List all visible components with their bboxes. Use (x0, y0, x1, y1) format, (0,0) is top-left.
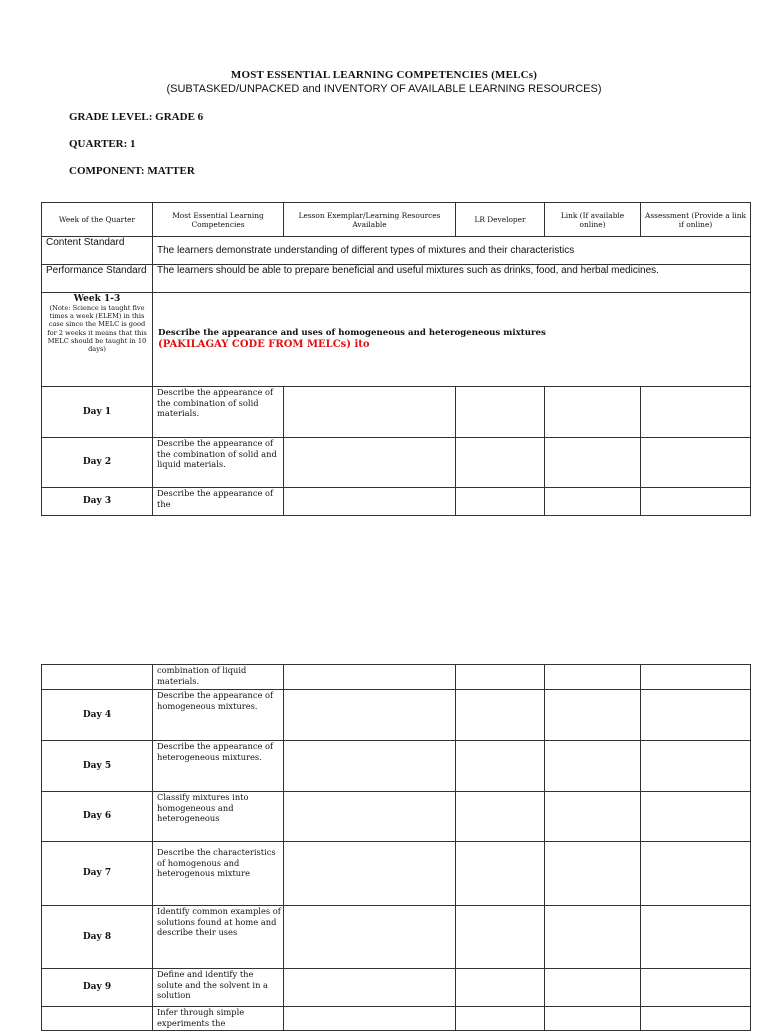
day-label: Day 3 (42, 488, 153, 516)
resources-cell[interactable] (284, 387, 456, 438)
resources-cell[interactable] (284, 842, 456, 906)
day-competency: Describe the appearance of heterogeneous mixtures. (153, 741, 284, 792)
link-cell[interactable] (545, 438, 641, 488)
week-row (42, 293, 751, 387)
assessment-cell[interactable] (641, 665, 751, 690)
assessment-cell[interactable] (641, 741, 751, 792)
day-label: Day 5 (42, 741, 153, 792)
day-label (42, 665, 153, 690)
resources-cell[interactable] (284, 665, 456, 690)
melc-table-page-1 (41, 202, 751, 516)
resources-cell[interactable] (284, 438, 456, 488)
lr-developer-cell[interactable] (456, 1007, 545, 1031)
week-note: (Note: Science is taught five times a week (ELEM) in this case since the MELC is good for 2 weeks it means that this MELC should be taught in 10 days) (47, 304, 147, 354)
lr-developer-cell[interactable] (456, 665, 545, 690)
col-header-resources: Lesson Exemplar/Learning Resources Available (284, 203, 456, 237)
day-competency: Infer through simple experiments the (153, 1007, 284, 1031)
grade-level: GRADE LEVEL: GRADE 6 (69, 111, 204, 123)
link-cell[interactable] (545, 969, 641, 1007)
table-row (42, 741, 751, 792)
day-competency: Classify mixtures into homogeneous and heterogeneous (153, 792, 284, 842)
day-competency: Describe the characteristics of homogenous and heterogenous mixture (153, 842, 284, 906)
link-cell[interactable] (545, 792, 641, 842)
content-standard-text: The learners demonstrate understanding of different types of mixtures and their characteristics (153, 237, 751, 265)
component: COMPONENT: MATTER (69, 165, 195, 177)
resources-cell[interactable] (284, 1007, 456, 1031)
day-label: Day 4 (42, 690, 153, 741)
link-cell[interactable] (545, 741, 641, 792)
resources-cell[interactable] (284, 741, 456, 792)
document-title: MOST ESSENTIAL LEARNING COMPETENCIES (MELCs) (230, 69, 538, 81)
day-competency: Identify common examples of solutions found at home and describe their uses (153, 906, 284, 969)
week-competency-cell (153, 293, 751, 387)
resources-cell[interactable] (284, 792, 456, 842)
table-header-row (42, 203, 751, 237)
table-row (42, 842, 751, 906)
content-standard-label: Content Standard (42, 237, 153, 265)
day-competency: combination of liquid materials. (153, 665, 284, 690)
assessment-cell[interactable] (641, 488, 751, 516)
day-competency: Define and identify the solute and the solvent in a solution (153, 969, 284, 1007)
day-label: Day 1 (42, 387, 153, 438)
assessment-cell[interactable] (641, 792, 751, 842)
performance-standard-label: Performance Standard (42, 265, 153, 293)
table-row (42, 488, 751, 516)
resources-cell[interactable] (284, 488, 456, 516)
assessment-cell[interactable] (641, 969, 751, 1007)
assessment-cell[interactable] (641, 906, 751, 969)
assessment-cell[interactable] (641, 842, 751, 906)
table-row (42, 387, 751, 438)
table-row (42, 438, 751, 488)
col-header-lr-developer: LR Developer (456, 203, 545, 237)
table-row (42, 665, 751, 690)
lr-developer-cell[interactable] (456, 690, 545, 741)
day-label: Day 2 (42, 438, 153, 488)
day-label (42, 1007, 153, 1031)
table-row (42, 906, 751, 969)
day-label: Day 7 (42, 842, 153, 906)
link-cell[interactable] (545, 387, 641, 438)
col-header-link: Link (If available online) (545, 203, 641, 237)
table-row (42, 690, 751, 741)
lr-developer-cell[interactable] (456, 488, 545, 516)
melc-table-page-2 (41, 664, 751, 1031)
performance-standard-text: The learners should be able to prepare beneficial and useful mixtures such as drinks, food, and herbal medicines. (153, 265, 751, 293)
assessment-cell[interactable] (641, 387, 751, 438)
lr-developer-cell[interactable] (456, 438, 545, 488)
day-label: Day 9 (42, 969, 153, 1007)
day-competency: Describe the appearance of homogeneous mixtures. (153, 690, 284, 741)
resources-cell[interactable] (284, 690, 456, 741)
link-cell[interactable] (545, 906, 641, 969)
day-label: Day 6 (42, 792, 153, 842)
performance-standard-row (42, 265, 751, 293)
col-header-week: Week of the Quarter (42, 203, 153, 237)
lr-developer-cell[interactable] (456, 906, 545, 969)
col-header-assessment: Assessment (Provide a link if online) (641, 203, 751, 237)
day-label: Day 8 (42, 906, 153, 969)
day-competency: Describe the appearance of the combination of solid and liquid materials. (153, 438, 284, 488)
col-header-competencies: Most Essential Learning Competencies (153, 203, 284, 237)
week-cell (42, 293, 153, 387)
week-title: Week 1-3 (73, 294, 121, 304)
lr-developer-cell[interactable] (456, 969, 545, 1007)
lr-developer-cell[interactable] (456, 387, 545, 438)
day-competency: Describe the appearance of the combination of solid materials. (153, 387, 284, 438)
lr-developer-cell[interactable] (456, 741, 545, 792)
link-cell[interactable] (545, 1007, 641, 1031)
table-row (42, 969, 751, 1007)
quarter: QUARTER: 1 (69, 138, 136, 150)
link-cell[interactable] (545, 488, 641, 516)
table-row (42, 792, 751, 842)
week-competency: Describe the appearance and uses of homogeneous and heterogeneous mixtures (158, 328, 546, 338)
table-row (42, 1007, 751, 1031)
content-standard-row (42, 237, 751, 265)
link-cell[interactable] (545, 842, 641, 906)
assessment-cell[interactable] (641, 438, 751, 488)
resources-cell[interactable] (284, 906, 456, 969)
resources-cell[interactable] (284, 969, 456, 1007)
assessment-cell[interactable] (641, 1007, 751, 1031)
assessment-cell[interactable] (641, 690, 751, 741)
lr-developer-cell[interactable] (456, 792, 545, 842)
lr-developer-cell[interactable] (456, 842, 545, 906)
melc-code-placeholder: (PAKILAGAY CODE FROM MELCs) ito (158, 339, 370, 350)
link-cell[interactable] (545, 690, 641, 741)
document-subtitle: (SUBTASKED/UNPACKED and INVENTORY OF AVAILABLE LEARNING RESOURCES) (166, 83, 602, 95)
day-competency: Describe the appearance of the (153, 488, 284, 516)
link-cell[interactable] (545, 665, 641, 690)
